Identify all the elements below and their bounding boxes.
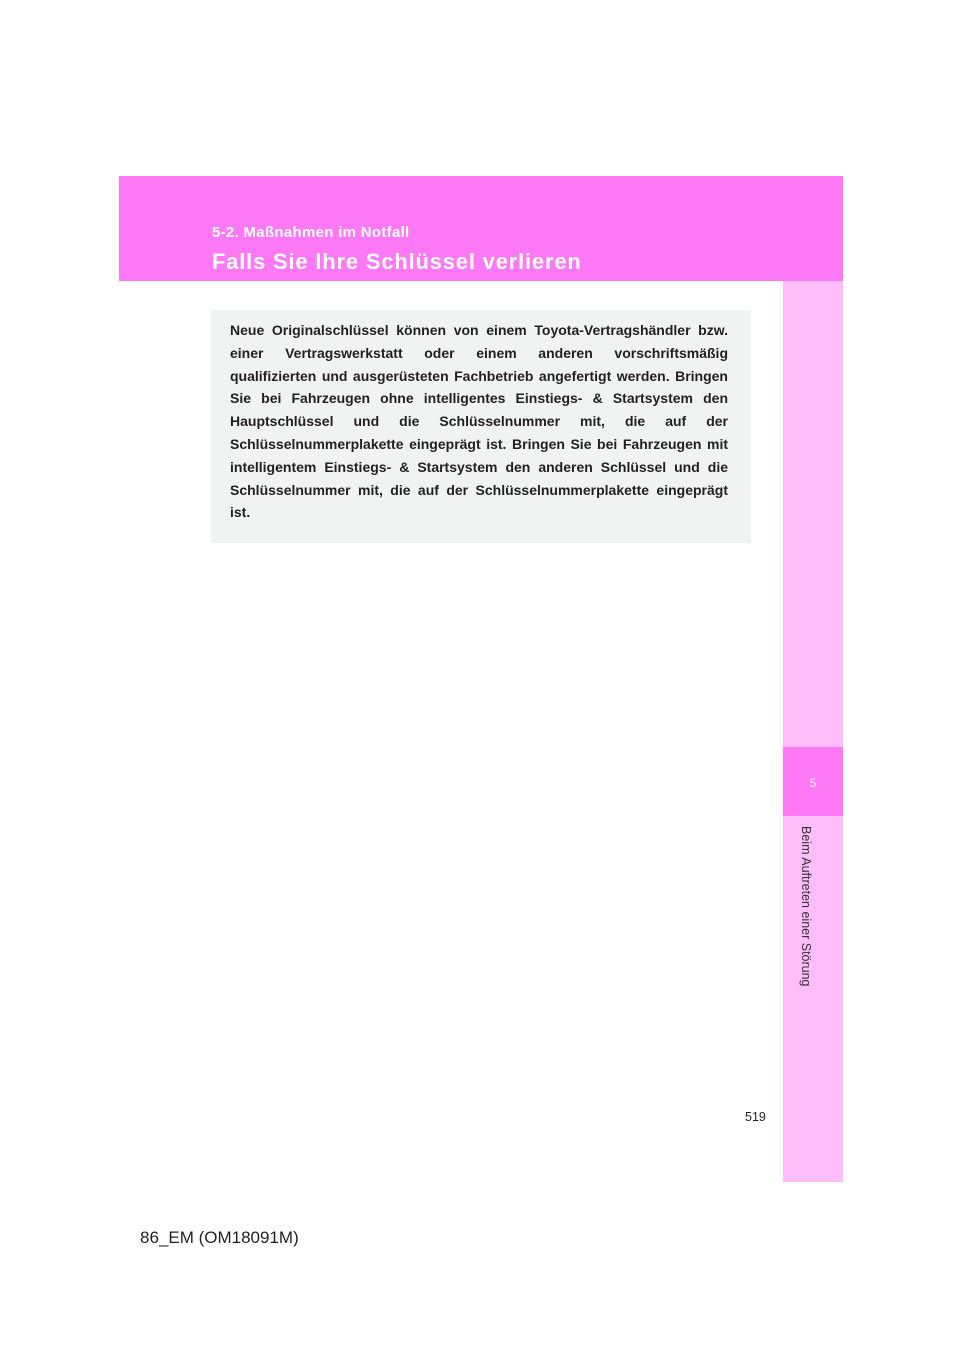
page-number: 519 bbox=[745, 1110, 766, 1124]
note-box bbox=[211, 310, 751, 543]
note-text: Neue Originalschlüssel können von einem Toyota-Vertragshändler bzw. einer Vertragswerkstatt oder einem anderen vorschriftsmäßig qualifizierten und ausgerüsteten Fachbetrieb angefertigt werden. Bringen Sie bei Fahrzeugen ohne intelligentes Einstiegs- & Startsystem den Hauptschlüssel und die Schlüsselnummer mit, die auf der Schlüsselnummerplakette eingeprägt ist. Bringen Sie bei Fahrzeugen mit intelligentem Einstiegs- & Startsystem den anderen Schlüssel und die Schlüsselnummer mit, die auf der Schlüsselnummerplakette eingeprägt ist. bbox=[230, 322, 728, 521]
section-label: 5-2. Maßnahmen im Notfall bbox=[212, 224, 410, 241]
header-band bbox=[119, 176, 843, 281]
footer-code: 86_EM (OM18091M) bbox=[140, 1228, 299, 1247]
chapter-number-box bbox=[783, 747, 843, 816]
chapter-title: Beim Auftreten einer Störung bbox=[799, 826, 813, 987]
chapter-side-tab bbox=[783, 281, 843, 1182]
chapter-number: 5 bbox=[809, 776, 817, 790]
page-title: Falls Sie Ihre Schlüssel verlieren bbox=[212, 249, 582, 274]
